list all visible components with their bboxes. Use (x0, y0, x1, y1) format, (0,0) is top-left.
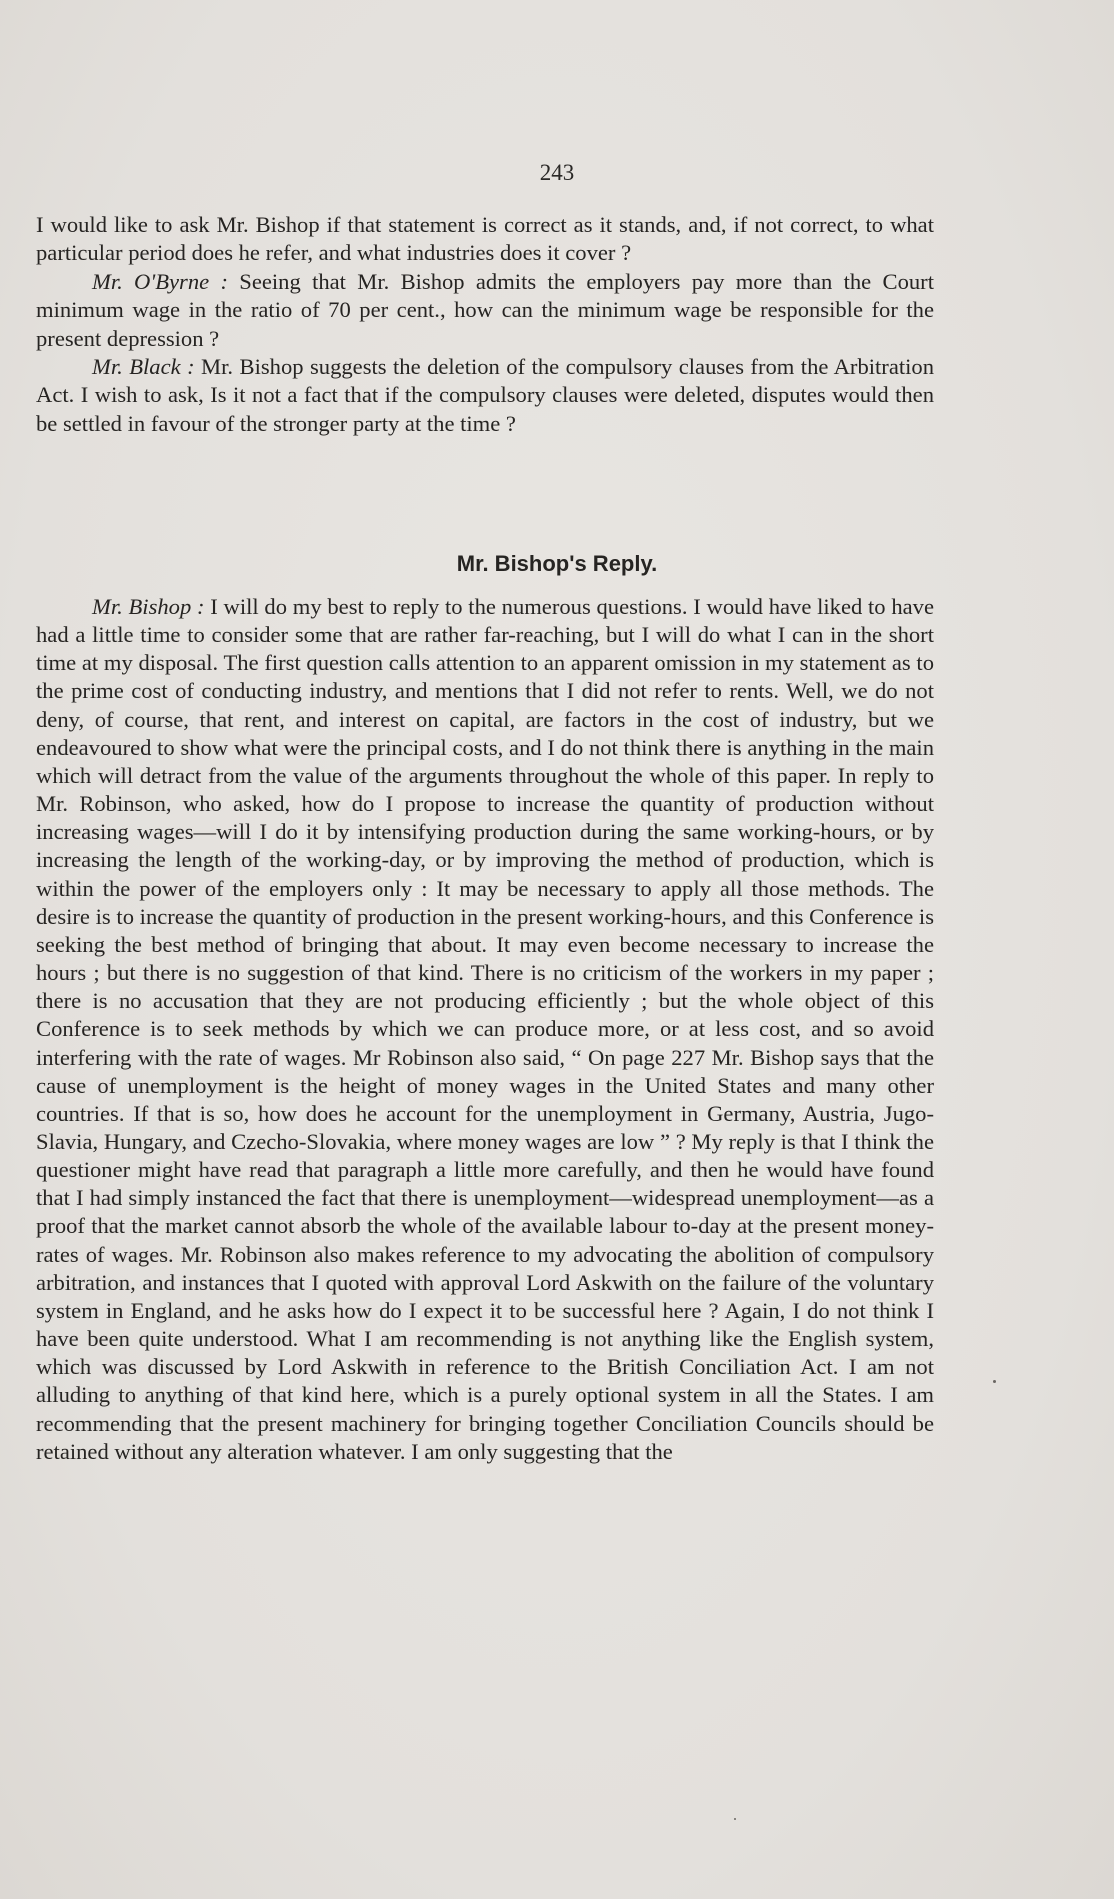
bishop-paragraph (36, 593, 934, 1466)
obyrne-paragraph (36, 268, 934, 353)
obyrne-question: Seeing that Mr. Bishop admits the employers pay more than the Court minimum wage in the ratio of 70 per cent., how can the minimum wage be responsible for the present depression ? (36, 268, 934, 351)
reply-section (36, 593, 934, 1466)
section-heading: Mr. Bishop's Reply. (456, 551, 658, 576)
speaker-black: Mr. Black : (92, 354, 195, 380)
intro-paragraph: I would like to ask Mr. Bishop if that statement is correct as it stands, and, if not correct, to what particular period does he refer, and what industries does it cover ? (36, 212, 934, 266)
speaker-bishop: Mr. Bishop : (92, 594, 205, 619)
paper-speck (734, 1818, 736, 1820)
bishop-reply: I will do my best to reply to the numerous questions. I would have liked to have had a little time to consider some that are rather far-reaching, but I will do what I can in the short time at my disposal. The first question calls attention to an apparent omission in my statement as to the prime cost of conducting industry, and mentions that I did not refer to rents. Well, we do not deny, of course, that rent, and interest on capital, are factors in the cost of industry, but we endeavoured to show what were the principal costs, and I do not think there is anything in the main which will detract from the value of the arguments throughout the whole of this paper. In reply to Mr. Robinson, who asked, how do I propose to increase the quantity of production without increasing wages—will I do it by intensifying production during the same working-hours, or by increasing the length of the working-day, or by improving the method of production, which is within the power of the employers only : It may be necessary to apply all those methods. The desire is to increase the quantity of production in the present working-hours, and this Conference is seeking the best method of bringing that about. It may even become necessary to increase the hours ; but there is no suggestion of that kind. There is no criticism of the workers in my paper ; there is no accusation that they are not producing efficiently ; but the whole object of this Conference is to seek methods by which we can produce more, or at less cost, and so avoid interfering with the rate of wages. Mr Robinson also said, “ On page 227 Mr. Bishop says that the cause of unemployment is the height of money wages in the United States and many other countries. If that is so, how does he account for the unemployment in Germany, Austria, Jugo-Slavia, Hungary, and Czecho-Slovakia, where money wages are low ” ? My reply is that I think the questioner might have read that paragraph a little more carefully, and then he would have found that I had simply instanced the fact that there is unemployment—widespread unemployment—as a proof that the market cannot absorb the whole of the available labour to-day at the present money-rates of wages. Mr. Robinson also makes reference to my advocating the abolition of compulsory arbitration, and instances that I quoted with approval Lord Askwith on the failure of the voluntary system in England, and he asks how do I expect it to be successful here ? Again, I do not think I have been quite understood. What I am recommending is not anything like the English system, which was discussed by Lord Askwith in reference to the British Conciliation Act. I am not alluding to anything of that kind here, which is a purely optional system in all the States. I am recommending that the present machinery for bringing together Conciliation Councils should be retained without any alteration whatever. I am only suggesting that the (36, 594, 934, 1464)
paper-speck (993, 1380, 996, 1383)
questions-section (36, 211, 934, 438)
speaker-obyrne: Mr. O'Byrne : (92, 268, 228, 294)
black-paragraph (36, 353, 934, 438)
black-question: Mr. Bishop suggests the deletion of the compulsory clauses from the Arbitration Act. I wish to ask, Is it not a fact that if the compulsory clauses were deleted, disputes would then be settled in favour of the stronger party at the time ? (36, 354, 934, 436)
page-number: 243 (539, 160, 575, 185)
